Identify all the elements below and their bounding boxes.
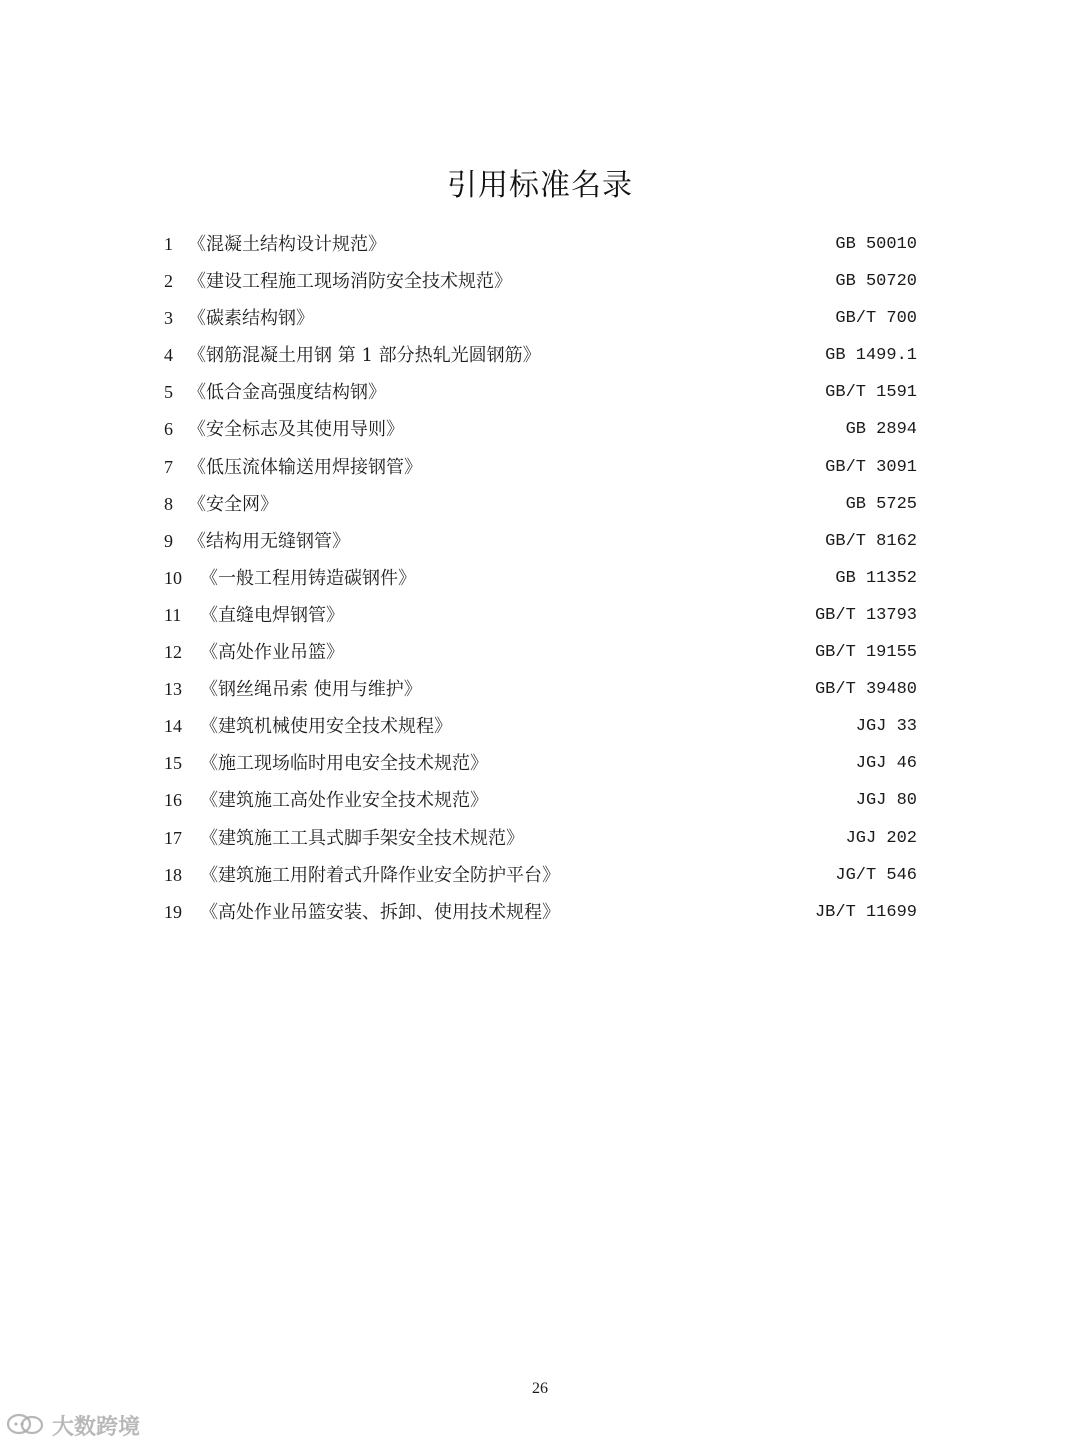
reference-number: 1 <box>164 234 173 254</box>
reference-number: 14 <box>164 716 182 737</box>
reference-code: GB/T 8162 <box>825 531 917 551</box>
reference-row <box>160 449 920 486</box>
reference-code: GB/T 19155 <box>814 643 917 663</box>
reference-row <box>160 894 920 931</box>
reference-number: 2 <box>164 271 173 292</box>
reference-title: 《低压流体输送用焊接钢管》 <box>188 456 422 478</box>
reference-row <box>160 671 920 708</box>
reference-number: 10 <box>164 567 182 588</box>
reference-code: JGJ 46 <box>855 754 917 774</box>
reference-title: 《建筑施工高处作业安全技术规范》 <box>200 790 488 812</box>
reference-row <box>160 745 920 782</box>
reference-title: 《碳素结构钢》 <box>188 308 314 330</box>
reference-row <box>160 523 920 560</box>
reference-number: 11 <box>164 604 182 625</box>
reference-row <box>160 486 920 523</box>
reference-title: 《结构用无缝钢管》 <box>188 530 350 552</box>
reference-code: GB/T 700 <box>835 309 917 329</box>
reference-row <box>160 374 920 411</box>
reference-number: 13 <box>164 679 182 700</box>
reference-title: 《混凝土结构设计规范》 <box>188 234 386 255</box>
reference-list <box>160 226 920 931</box>
reference-title: 《建筑施工用附着式升降作业安全防护平台》 <box>200 864 560 886</box>
reference-number: 5 <box>164 382 173 403</box>
reference-code: GB/T 3091 <box>825 457 917 477</box>
reference-row <box>160 226 920 263</box>
reference-number: 17 <box>164 827 182 848</box>
reference-title: 《施工现场临时用电安全技术规范》 <box>200 753 488 775</box>
reference-row <box>160 263 920 300</box>
reference-code: GB/T 13793 <box>814 605 917 625</box>
reference-code: JB/T 11699 <box>814 902 917 922</box>
reference-row <box>160 782 920 819</box>
reference-title: 《钢筋混凝土用钢 第 1 部分热轧光圆钢筋》 <box>188 345 541 367</box>
reference-number: 8 <box>164 493 173 514</box>
reference-number: 6 <box>164 419 173 440</box>
reference-row <box>160 597 920 634</box>
reference-row <box>160 560 920 597</box>
reference-title: 《建筑机械使用安全技术规程》 <box>200 716 452 738</box>
reference-code: GB 5725 <box>845 494 917 514</box>
reference-title: 《高处作业吊篮安装、拆卸、使用技术规程》 <box>200 901 560 923</box>
reference-number: 7 <box>164 456 173 477</box>
page-title: 引用标准名录 <box>447 168 633 203</box>
reference-code: GB 50010 <box>835 235 917 254</box>
reference-row <box>160 337 920 374</box>
reference-title: 《建设工程施工现场消防安全技术规范》 <box>188 271 512 293</box>
reference-row <box>160 300 920 337</box>
reference-number: 12 <box>164 642 182 663</box>
reference-code: GB 2894 <box>845 420 917 440</box>
reference-title: 《低合金高强度结构钢》 <box>188 382 386 404</box>
reference-row <box>160 411 920 448</box>
reference-title: 《安全标志及其使用导则》 <box>188 419 404 441</box>
reference-title: 《建筑施工工具式脚手架安全技术规范》 <box>200 827 524 849</box>
reference-number: 4 <box>164 345 173 366</box>
reference-code: GB 50720 <box>835 272 917 292</box>
watermark <box>6 1408 140 1442</box>
watermark-text: 大数跨境 <box>52 1414 141 1440</box>
reference-row <box>160 634 920 671</box>
reference-code: JGJ 202 <box>845 828 917 848</box>
reference-code: GB 11352 <box>835 568 917 588</box>
reference-number: 15 <box>164 753 182 774</box>
reference-number: 16 <box>164 790 182 811</box>
reference-title: 《安全网》 <box>188 493 278 515</box>
reference-code: GB 1499.1 <box>825 346 917 366</box>
reference-number: 18 <box>164 864 182 885</box>
page-number: 26 <box>532 1380 548 1397</box>
reference-code: GB/T 39480 <box>814 680 917 700</box>
reference-code: GB/T 1591 <box>825 383 917 403</box>
reference-title: 《高处作业吊篮》 <box>200 642 344 664</box>
reference-row <box>160 857 920 894</box>
reference-title: 《直缝电焊钢管》 <box>200 604 344 626</box>
reference-number: 19 <box>164 901 182 922</box>
reference-title: 《一般工程用铸造碳钢件》 <box>200 567 416 589</box>
reference-number: 9 <box>164 530 173 551</box>
reference-number: 3 <box>164 308 173 329</box>
reference-title: 《钢丝绳吊索 使用与维护》 <box>200 679 422 701</box>
reference-row <box>160 820 920 857</box>
reference-row <box>160 708 920 745</box>
reference-code: JG/T 546 <box>835 865 917 885</box>
reference-code: JGJ 80 <box>855 791 917 811</box>
chat-bubble-logo-icon <box>6 1412 46 1438</box>
reference-code: JGJ 33 <box>855 717 917 737</box>
